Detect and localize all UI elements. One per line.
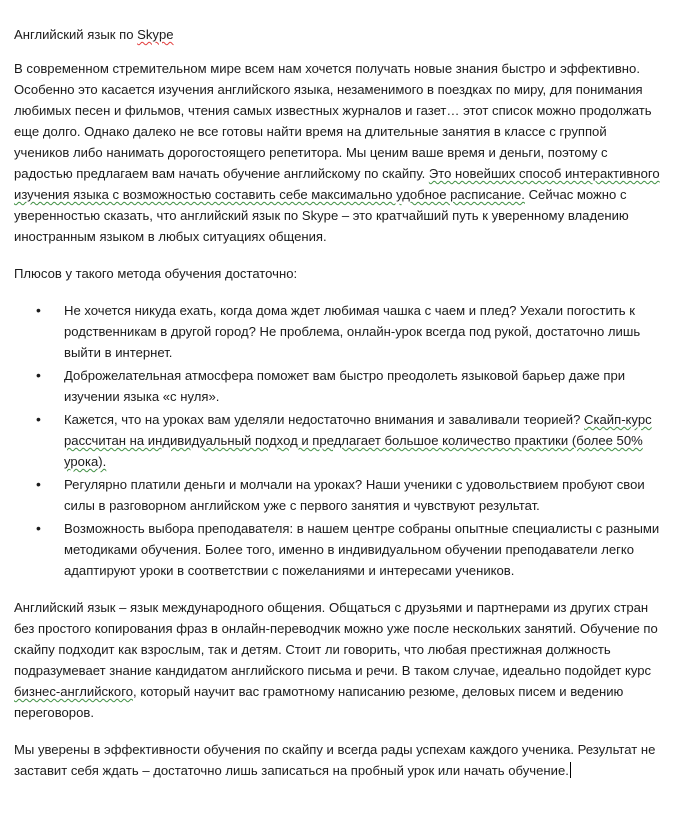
list-item-text: Доброжелательная атмосфера поможет вам быстро преодолеть языковой барьер даже при изучении языка «с нуля».: [64, 368, 626, 404]
list-item-text: Не хочется никуда ехать, когда дома ждет любимая чашка с чаем и плед? Уехали погостить к родственникам в другой город? Не проблема, онлайн-урок всегда под рукой, достаточно лишь выйти в интернет.: [64, 303, 641, 360]
paragraph-closing-text: Мы уверены в эффективности обучения по скайпу и всегда рады успехам каждого ученика. Результат не заставит себя ждать – достаточно лишь записаться на пробный урок или начать обучение.: [14, 742, 656, 778]
bullet-icon: •: [36, 520, 41, 536]
title-text: Английский язык по: [14, 27, 138, 42]
paragraph-closing: [14, 739, 664, 781]
bullet-icon: •: [36, 476, 41, 492]
paragraph-intro-underlined: Это новейших способ интерактивного изучения языка с возможностью составить себе максимально удобное расписание.: [14, 166, 660, 202]
title-skype-word: Skype: [137, 27, 174, 42]
list-item: [14, 474, 664, 516]
list-item-text: Возможность выбора преподавателя: в нашем центре собраны опытные специалисты с разными методиками обучения. Более того, именно в индивидуальном обучении преподаватели легко адаптируют уроки в соответствии с пожеланиями и интересами учеников.: [64, 521, 660, 578]
list-item-text: Регулярно платили деньги и молчали на уроках? Наши ученики с удовольствием пробуют свои силы в разговорном английском уже с первого занятия и чувствуют результат.: [64, 477, 645, 513]
paragraph-international: [14, 597, 664, 723]
paragraph-intro: [14, 58, 664, 247]
list-item: [14, 518, 664, 581]
document-title: [14, 26, 664, 44]
list-intro: Плюсов у такого метода обучения достаточно:: [14, 266, 298, 281]
paragraph-international-text: Английский язык – язык международного общения. Общаться с друзьями и партнерами из других стран без простого копирования фраз в онлайн-переводчик можно уже после нескольких занятий. Обучение по скайпу подходит как взрослым, так и детям. Стоит ли говорить, что любая престижная должность подразумевает знание кандидатом английского письма и речи. В таком случае, идеально подойдет курс: [14, 600, 658, 678]
bullet-icon: •: [36, 411, 41, 427]
list-item: [14, 300, 664, 363]
bullet-icon: •: [36, 302, 41, 318]
list-item-underlined: Скайп-курс рассчитан на индивидуальный подход и предлагает большое количество практики (более 50% урока).: [64, 412, 652, 469]
list-item: [14, 365, 664, 407]
bullet-icon: •: [36, 367, 41, 383]
paragraph-intro-tail: Сейчас можно с уверенностью сказать, что английский язык по Skype – это кратчайший путь к уверенному владению иностранным языком в любых ситуациях общения.: [14, 187, 629, 244]
benefits-list: [14, 300, 664, 581]
paragraph-international-tail: , который научит вас грамотному написанию резюме, деловых писем и ведению переговоров.: [14, 684, 624, 720]
document-page[interactable]: [14, 26, 664, 797]
business-english-underlined: бизнес-английского: [14, 684, 133, 699]
text-cursor: [570, 762, 572, 778]
list-item: [14, 409, 664, 472]
paragraph-intro-text: В современном стремительном мире всем нам хочется получать новые знания быстро и эффективно. Особенно это касается изучения английского языка, незаменимого в поездках по миру, для понимания любимых песен и фильмов, чтения самых известных журналов и газет… этот список можно продолжать еще долго. Однако далеко не все готовы найти время на длительные занятия в классе с группой учеников либо нанимать дорогостоящего репетитора. Мы ценим ваше время и деньги, поэтому с радостью предлагаем вам начать обучение английскому по скайпу.: [14, 61, 652, 181]
list-item-text: Кажется, что на уроках вам уделяли недостаточно внимания и заваливали теорией?: [64, 412, 585, 427]
